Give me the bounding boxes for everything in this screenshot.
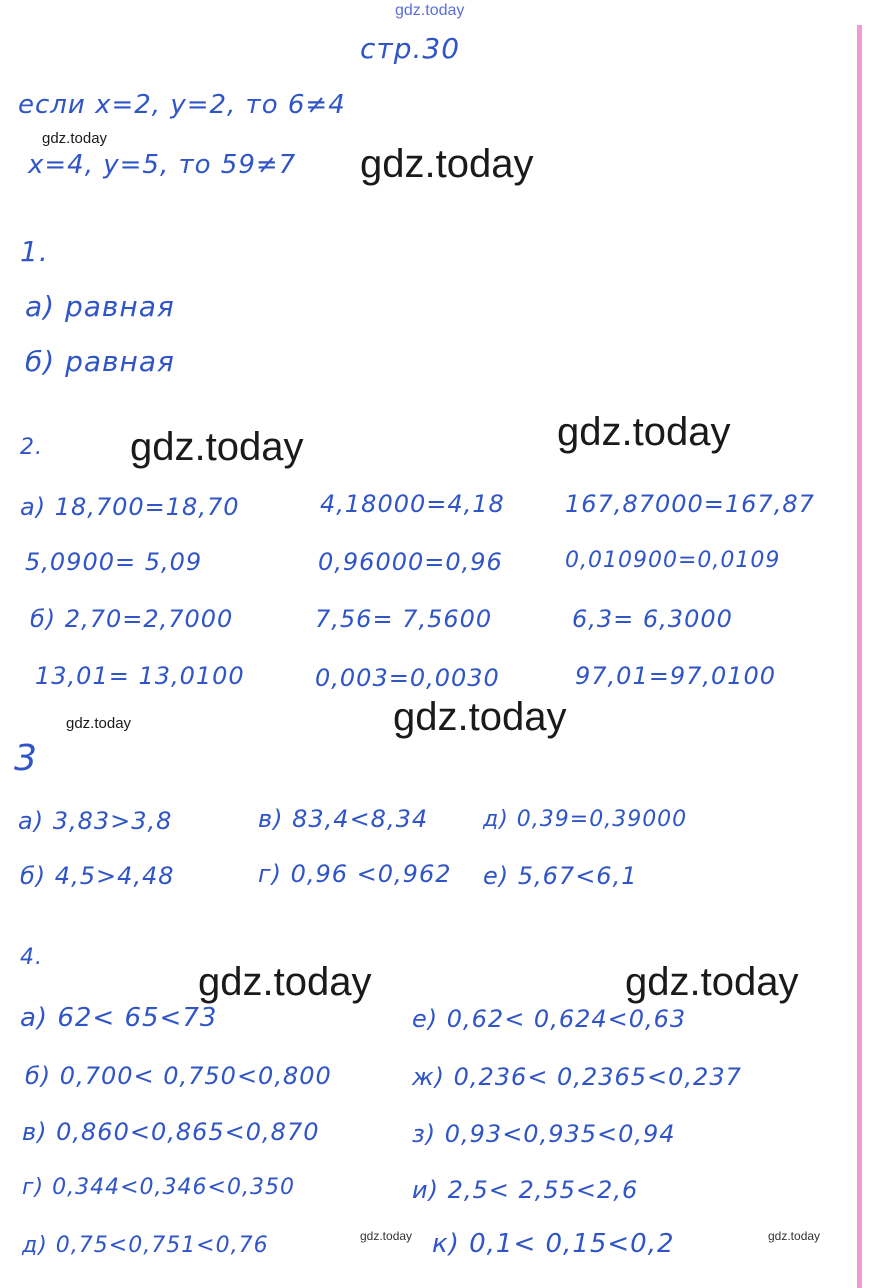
watermark: gdz.today <box>360 142 534 186</box>
equation: 4,18000=4,18 <box>320 490 505 518</box>
inequality: з) 0,93<0,935<0,94 <box>412 1120 676 1148</box>
watermark: gdz.today <box>66 715 132 732</box>
watermark-top: gdz.today <box>395 2 465 19</box>
inequality: а) 62< 65<73 <box>20 1003 218 1033</box>
task-number: 2. <box>20 435 43 460</box>
comparison: г) 0,96 <0,962 <box>258 860 452 888</box>
equation: 7,56= 7,5600 <box>315 605 493 633</box>
inequality: б) 0,700< 0,750<0,800 <box>25 1062 332 1090</box>
watermark: gdz.today <box>557 410 731 454</box>
inequality: д) 0,75<0,751<0,76 <box>22 1233 269 1258</box>
comparison: в) 83,4<8,34 <box>258 805 429 833</box>
equation: 0,010900=0,0109 <box>565 548 781 573</box>
inequality: в) 0,860<0,865<0,870 <box>22 1118 320 1146</box>
equation: 0,96000=0,96 <box>318 548 503 576</box>
intro-line: если х=2, у=2, то 6≠4 <box>18 90 346 120</box>
equation: а) 18,700=18,70 <box>20 493 240 521</box>
intro-line: х=4, у=5, то 59≠7 <box>28 150 297 180</box>
inequality: е) 0,62< 0,624<0,63 <box>412 1005 687 1033</box>
answer-line: а) равная <box>25 290 175 323</box>
answer-line: б) равная <box>25 345 175 378</box>
comparison: б) 4,5>4,48 <box>20 862 175 890</box>
equation: 5,0900= 5,09 <box>25 548 203 576</box>
task-number: 1. <box>20 235 49 268</box>
inequality: и) 2,5< 2,55<2,6 <box>412 1176 639 1204</box>
page-number: стр.30 <box>360 32 461 65</box>
equation: 167,87000=167,87 <box>565 490 815 518</box>
equation: 0,003=0,0030 <box>315 664 500 692</box>
task-number: 3 <box>14 738 38 779</box>
watermark: gdz.today <box>768 1229 821 1243</box>
watermark: gdz.today <box>42 130 108 147</box>
watermark: gdz.today <box>625 960 799 1004</box>
equation: 97,01=97,0100 <box>575 662 777 690</box>
task-number: 4. <box>20 945 43 970</box>
comparison: д) 0,39=0,39000 <box>483 807 688 832</box>
inequality: г) 0,344<0,346<0,350 <box>22 1175 295 1200</box>
watermark: gdz.today <box>360 1229 413 1243</box>
watermark: gdz.today <box>393 695 567 739</box>
equation: 13,01= 13,0100 <box>35 662 245 690</box>
inequality: ж) 0,236< 0,2365<0,237 <box>412 1063 742 1091</box>
watermark: gdz.today <box>130 425 304 469</box>
watermark: gdz.today <box>198 960 372 1004</box>
equation: б) 2,70=2,7000 <box>30 605 234 633</box>
comparison: е) 5,67<6,1 <box>483 862 638 890</box>
inequality: к) 0,1< 0,15<0,2 <box>432 1229 675 1259</box>
margin-line <box>857 25 862 1288</box>
equation: 6,3= 6,3000 <box>572 605 733 633</box>
comparison: а) 3,83>3,8 <box>18 807 173 835</box>
